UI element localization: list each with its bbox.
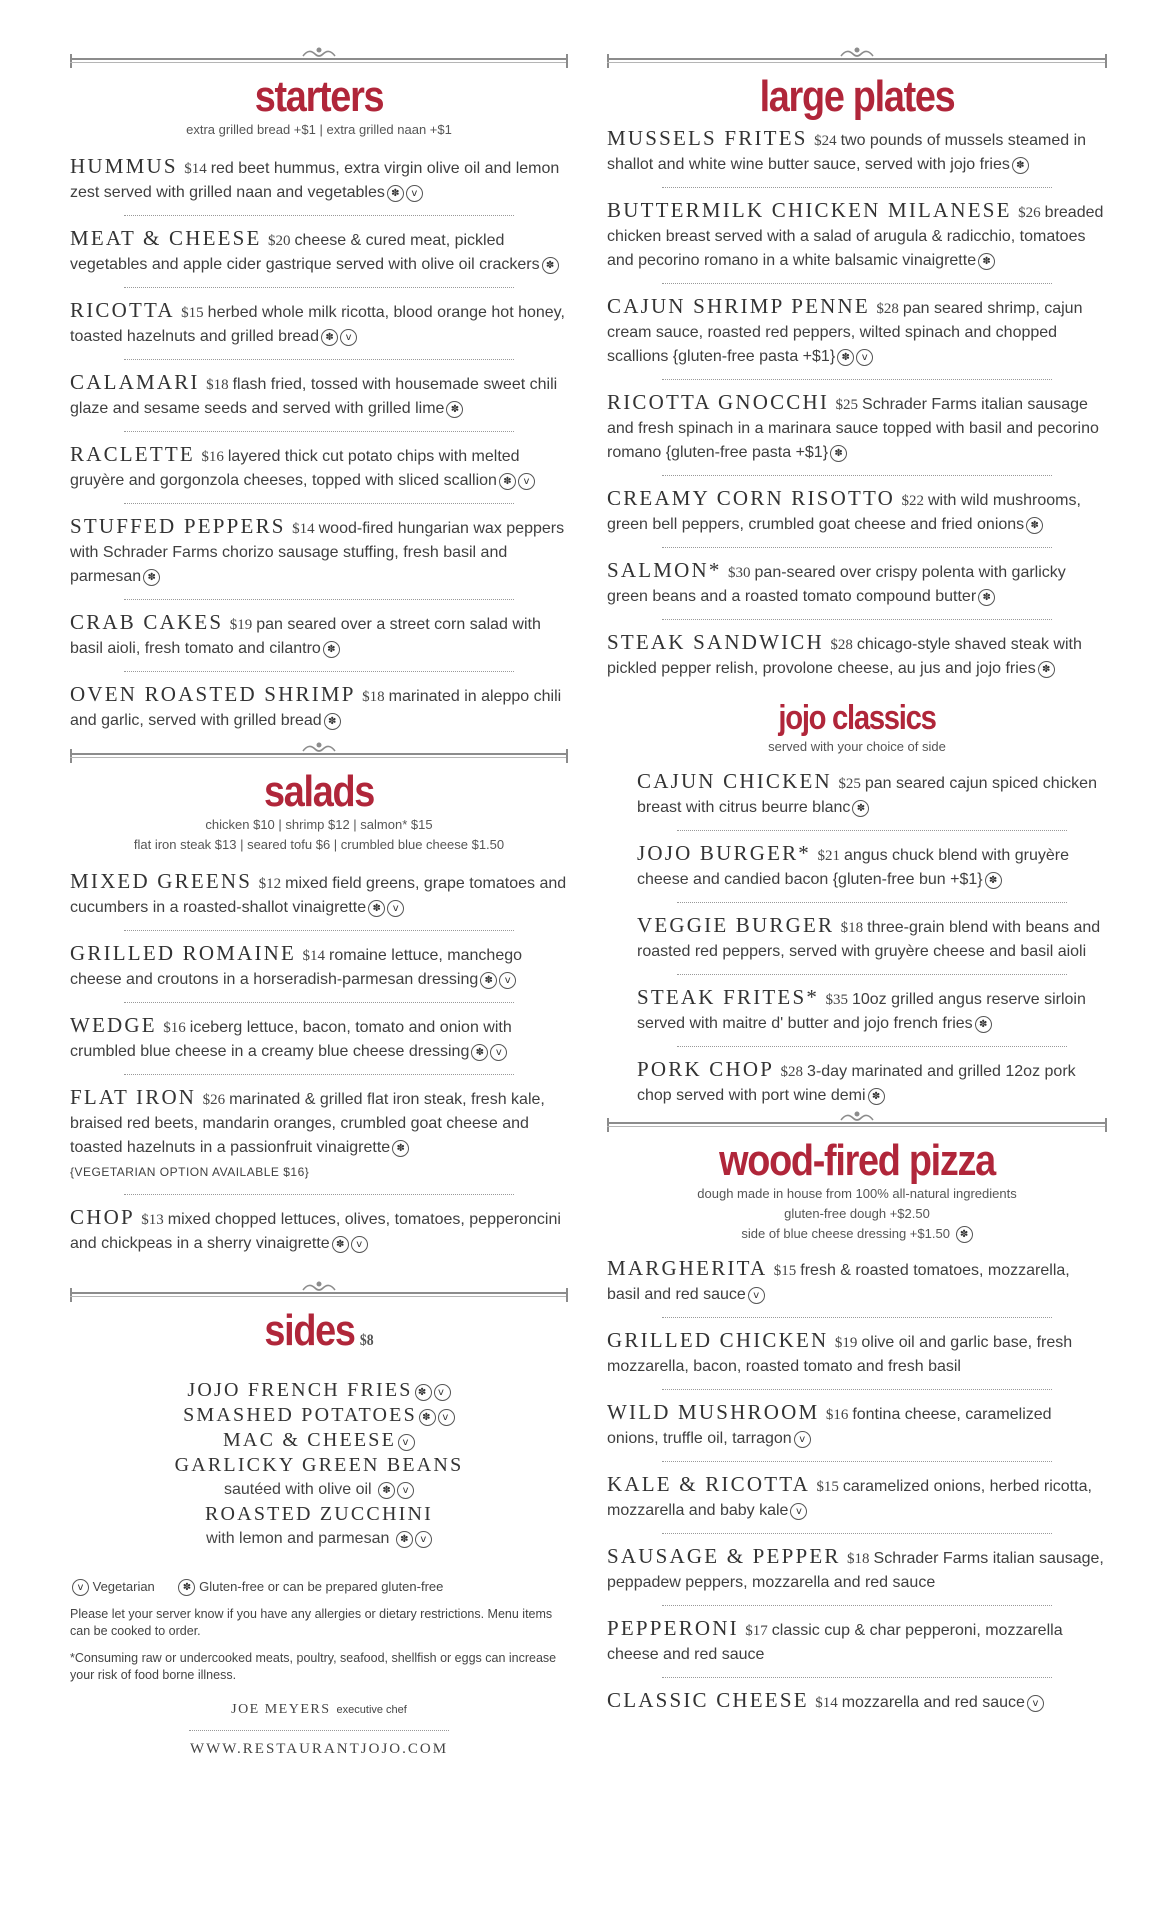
side-name: SMASHED POTATOES: [183, 1404, 417, 1426]
item-name: WILD MUSHROOM: [607, 1400, 820, 1424]
dotted-divider: [662, 283, 1052, 284]
gluten-free-icon: ✽: [956, 1226, 973, 1243]
left-column: [70, 52, 568, 1758]
item-name: RICOTTA: [70, 298, 175, 322]
gluten-free-icon: ✽: [419, 1409, 436, 1426]
dotted-divider: [662, 1317, 1052, 1318]
menu-item: [607, 1544, 1107, 1595]
dotted-divider: [662, 475, 1052, 476]
large-plates-title: large plates: [759, 72, 955, 121]
vegetarian-icon: v: [790, 1503, 807, 1520]
vegetarian-icon: v: [748, 1287, 765, 1304]
item-name: MEAT & CHEESE: [70, 226, 262, 250]
item-name: MIXED GREENS: [70, 869, 253, 893]
gluten-free-icon: ✽: [415, 1384, 432, 1401]
dotted-divider: [662, 547, 1052, 548]
vegetarian-icon: v: [351, 1236, 368, 1253]
vegetarian-icon: v: [518, 473, 535, 490]
item-description: wood-fired hungarian wax peppers with Schrader Farms chorizo sausage stuffing, fresh basil and parmesan: [70, 520, 565, 585]
legend-vegetarian: Vegetarian: [92, 1579, 155, 1594]
pizza-subtitle-3: [607, 1224, 1107, 1244]
side-name: MAC & CHEESE: [222, 1429, 397, 1451]
website-link[interactable]: WWW.RESTAURANTJOJO.COM: [189, 1730, 449, 1758]
pizza-list: [607, 1256, 1107, 1715]
item-price: $22: [901, 493, 924, 509]
legend: [70, 1579, 568, 1596]
dotted-divider: [662, 1533, 1052, 1534]
vegetarian-icon: v: [415, 1531, 432, 1548]
item-description: marinated & grilled flat iron steak, fresh kale, braised red beets, mandarin oranges, crumbled goat cheese and toasted hazelnuts in a passionfruit vinaigrette: [70, 1091, 545, 1156]
section-divider: [607, 1116, 1107, 1132]
item-price: $19: [229, 617, 253, 633]
item-name: RICOTTA GNOCCHI: [607, 390, 830, 414]
gluten-free-icon: ✽: [332, 1236, 349, 1253]
item-description: fresh & roasted tomatoes, mozzarella, basil and red sauce: [607, 1262, 1070, 1303]
vegetarian-icon: v: [856, 349, 873, 366]
gluten-free-icon: ✽: [368, 900, 385, 917]
item-description: olive oil and garlic base, fresh mozzarella, bacon, roasted tomato and fresh basil: [607, 1334, 1073, 1375]
vegetarian-icon: v: [72, 1579, 89, 1596]
item-description: fontina cheese, caramelized onions, truffle oil, tarragon: [607, 1406, 1052, 1447]
side-name: ROASTED ZUCCHINI: [205, 1503, 433, 1525]
menu-item: [70, 514, 568, 589]
item-name: CRAB CAKES: [70, 610, 224, 634]
gluten-free-icon: ✽: [143, 569, 160, 586]
dotted-divider: [677, 830, 1067, 831]
gluten-free-icon: ✽: [975, 1016, 992, 1033]
large-plates-list: [607, 126, 1107, 681]
item-price: $25: [838, 776, 861, 792]
gluten-free-icon: ✽: [387, 185, 404, 202]
gluten-free-icon: ✽: [978, 589, 995, 606]
item-name: STUFFED PEPPERS: [70, 514, 286, 538]
sides-price: $8: [359, 1332, 374, 1349]
ornament-icon: [299, 741, 339, 755]
gluten-free-icon: ✽: [542, 257, 559, 274]
item-note: {VEGETARIAN OPTION AVAILABLE $16}: [70, 1165, 310, 1179]
item-description: breaded chicken breast served with a salad of arugula & radicchio, tomatoes and pecorino romano in a white balsamic vinaigrette: [607, 204, 1104, 269]
menu-item: [70, 298, 568, 349]
item-description: cheese & cured meat, pickled vegetables and apple cider gastrique served with olive oil crackers: [70, 232, 540, 273]
chef-title: executive chef: [336, 1704, 407, 1716]
gluten-free-icon: ✽: [378, 1482, 395, 1499]
gluten-free-icon: ✽: [837, 349, 854, 366]
item-price: $15: [773, 1263, 797, 1279]
item-price: $16: [825, 1407, 849, 1423]
item-description: two pounds of mussels steamed in shallot and white wine butter sauce, served with jojo fries: [607, 132, 1087, 173]
menu-item: [70, 610, 568, 661]
menu-item: [70, 442, 568, 493]
vegetarian-icon: v: [387, 900, 404, 917]
item-price: $14: [292, 521, 315, 537]
item-description: pan-seared over crispy polenta with garlicky green beans and a roasted tomato compound butter: [607, 564, 1066, 605]
jojo-classics-subtitle: served with your choice of side: [768, 739, 946, 754]
menu-item: [607, 390, 1107, 465]
item-name: RACLETTE: [70, 442, 195, 466]
jojo-classics-list: [607, 769, 1107, 1108]
gluten-free-icon: ✽: [1026, 517, 1043, 534]
vegetarian-icon: v: [340, 329, 357, 346]
item-price: $18: [362, 689, 385, 705]
item-description: caramelized onions, herbed ricotta, mozzarella and baby kale: [607, 1478, 1092, 1519]
item-description: 3-day marinated and grilled 12oz pork chop served with port wine demi: [637, 1063, 1076, 1104]
menu-item: [70, 1013, 568, 1064]
item-price: $28: [780, 1064, 804, 1080]
starters-subtitle: extra grilled bread +$1 | extra grilled naan +$1: [186, 122, 452, 137]
menu-item: [607, 1400, 1107, 1451]
section-divider: [70, 747, 568, 763]
item-description: three-grain blend with beans and roasted red peppers, served with gruyère cheese and basil aioli: [637, 919, 1101, 960]
item-name: PEPPERONI: [607, 1616, 739, 1640]
gluten-free-icon: ✽: [1038, 661, 1055, 678]
allergy-note: Please let your server know if you have any allergies or dietary restrictions. Menu items can be cooked to order.: [70, 1607, 553, 1638]
item-price: $26: [1018, 205, 1041, 221]
gluten-free-icon: ✽: [978, 253, 995, 270]
item-name: STEAK SANDWICH: [607, 630, 824, 654]
item-description: Schrader Farms italian sausage, peppadew peppers, mozzarella and red sauce: [607, 1550, 1104, 1591]
dotted-divider: [677, 902, 1067, 903]
salads-subtitle-1: chicken $10 | shrimp $12 | salmon* $15: [205, 817, 433, 832]
item-description: pan seared shrimp, cajun cream sauce, roasted red peppers, wilted spinach and chopped scallions {gluten-free pasta +$1}: [607, 300, 1083, 365]
item-price: $35: [825, 992, 848, 1008]
side-item: [70, 1428, 568, 1453]
menu-item: [607, 486, 1107, 537]
item-description: classic cup & char pepperoni, mozzarella cheese and red sauce: [607, 1622, 1063, 1663]
item-name: MARGHERITA: [607, 1256, 768, 1280]
menu-item: [607, 1328, 1107, 1379]
chef-credit: [70, 1702, 568, 1718]
item-price: $20: [268, 233, 291, 249]
legend-gluten-free: Gluten-free or can be prepared gluten-free: [199, 1579, 444, 1594]
menu-item: [637, 841, 1107, 892]
item-description: mozzarella and red sauce: [841, 1694, 1025, 1711]
pizza-subtitle-3-text: side of blue cheese dressing +$1.50: [741, 1226, 950, 1241]
starters-list: [70, 154, 568, 733]
dotted-divider: [662, 1389, 1052, 1390]
item-description: iceberg lettuce, bacon, tomato and onion with crumbled blue cheese in a creamy blue cheese dressing: [70, 1019, 512, 1060]
item-name: CAJUN CHICKEN: [637, 769, 832, 793]
dotted-divider: [662, 1605, 1052, 1606]
item-price: $21: [817, 848, 840, 864]
item-name: SAUSAGE & PEPPER: [607, 1544, 841, 1568]
side-name: GARLICKY GREEN BEANS: [174, 1454, 464, 1476]
item-price: $30: [728, 565, 751, 581]
ornament-icon: [837, 46, 877, 60]
dotted-divider: [124, 599, 514, 600]
item-name: CALAMARI: [70, 370, 200, 394]
item-name: VEGGIE BURGER: [637, 913, 835, 937]
side-item: [70, 1502, 568, 1527]
vegetarian-icon: v: [398, 1434, 415, 1451]
item-name: BUTTERMILK CHICKEN MILANESE: [607, 198, 1012, 222]
item-description: romaine lettuce, manchego cheese and croutons in a horseradish-parmesan dressing: [70, 947, 523, 988]
menu-item: [70, 226, 568, 277]
item-name: CREAMY CORN RISOTTO: [607, 486, 895, 510]
item-price: $28: [876, 301, 899, 317]
dotted-divider: [124, 215, 514, 216]
item-name: STEAK FRITES*: [637, 985, 820, 1009]
menu-item: [70, 370, 568, 421]
gluten-free-icon: ✽: [852, 800, 869, 817]
item-description: red beet hummus, extra virgin olive oil and lemon zest served with grilled naan and vegetables: [70, 160, 560, 201]
side-item: [70, 1378, 568, 1403]
dotted-divider: [124, 359, 514, 360]
gluten-free-icon: ✽: [868, 1088, 885, 1105]
menu-item: [70, 941, 568, 992]
dotted-divider: [124, 1002, 514, 1003]
dotted-divider: [677, 974, 1067, 975]
item-price: $18: [847, 1551, 870, 1567]
item-description: flash fried, tossed with housemade sweet chili glaze and sesame seeds and served with grilled lime: [70, 376, 558, 417]
gluten-free-icon: ✽: [396, 1531, 413, 1548]
section-divider: [607, 52, 1107, 68]
item-price: $16: [163, 1020, 186, 1036]
item-name: HUMMUS: [70, 154, 178, 178]
side-item: [70, 1403, 568, 1428]
gluten-free-icon: ✽: [392, 1140, 409, 1157]
gluten-free-icon: ✽: [323, 641, 340, 658]
item-name: GRILLED ROMAINE: [70, 941, 297, 965]
vegetarian-icon: v: [490, 1044, 507, 1061]
item-price: $14: [815, 1695, 838, 1711]
menu-item: [637, 913, 1107, 964]
gluten-free-icon: ✽: [1012, 157, 1029, 174]
section-divider: [70, 52, 568, 68]
gluten-free-icon: ✽: [178, 1579, 195, 1596]
item-price: $25: [835, 397, 859, 413]
dotted-divider: [662, 619, 1052, 620]
menu-item: [607, 1688, 1107, 1715]
vegetarian-icon: v: [434, 1384, 451, 1401]
item-description: mixed chopped lettuces, olives, tomatoes, pepperoncini and chickpeas in a sherry vinaigrette: [70, 1211, 561, 1252]
item-description: layered thick cut potato chips with melted gruyère and gorgonzola cheeses, topped with sliced scallion: [70, 448, 520, 489]
item-name: PORK CHOP: [637, 1057, 775, 1081]
jojo-classics-title: jojo classics: [778, 699, 936, 737]
item-price: $14: [302, 948, 326, 964]
ornament-icon: [299, 1280, 339, 1294]
menu-item: [607, 1616, 1107, 1667]
item-name: JOJO BURGER*: [637, 841, 812, 865]
menu-item: [607, 1256, 1107, 1307]
gluten-free-icon: ✽: [985, 872, 1002, 889]
menu-item: [70, 682, 568, 733]
vegetarian-icon: v: [406, 185, 423, 202]
gluten-free-icon: ✽: [499, 473, 516, 490]
dotted-divider: [662, 1677, 1052, 1678]
menu-item: [607, 630, 1107, 681]
menu-item: [607, 1472, 1107, 1523]
dotted-divider: [677, 1046, 1067, 1047]
side-description-line: [70, 1527, 568, 1551]
item-price: $15: [181, 305, 204, 321]
chef-name: JOE MEYERS: [231, 1702, 331, 1717]
side-item: [70, 1453, 568, 1478]
item-description: with wild mushrooms, green bell peppers, crumbled goat cheese and fried onions: [607, 492, 1081, 533]
item-description: mixed field greens, grape tomatoes and cucumbers in a roasted-shallot vinaigrette: [70, 875, 567, 916]
item-description: angus chuck blend with gruyère cheese and candied bacon {gluten-free bun +$1}: [637, 847, 1069, 888]
raw-food-warning: *Consuming raw or undercooked meats, poultry, seafood, shellfish or eggs can increase your risk of food borne illness.: [70, 1651, 557, 1682]
salads-subtitle-2: flat iron steak $13 | seared tofu $6 | crumbled blue cheese $1.50: [133, 837, 505, 852]
item-price: $26: [202, 1092, 226, 1108]
menu-item: [637, 985, 1107, 1036]
side-description: with lemon and parmesan: [206, 1530, 390, 1547]
item-name: KALE & RICOTTA: [607, 1472, 810, 1496]
ornament-icon: [299, 46, 339, 60]
menu-item: [70, 1085, 568, 1184]
dotted-divider: [124, 503, 514, 504]
section-divider: [70, 1286, 568, 1302]
pizza-subtitle-2: gluten-free dough +$2.50: [784, 1206, 930, 1221]
dotted-divider: [124, 287, 514, 288]
side-description: sautéed with olive oil: [223, 1481, 372, 1498]
item-description: marinated in aleppo chili and garlic, served with grilled bread: [70, 688, 562, 729]
item-description: pan seared over a street corn salad with basil aioli, fresh tomato and cilantro: [70, 616, 541, 657]
dotted-divider: [124, 671, 514, 672]
item-price: $24: [814, 133, 837, 149]
gluten-free-icon: ✽: [324, 713, 341, 730]
item-price: $12: [258, 876, 282, 892]
vegetarian-icon: v: [1027, 1695, 1044, 1712]
vegetarian-icon: v: [499, 972, 516, 989]
dotted-divider: [124, 1074, 514, 1075]
item-price: $17: [745, 1623, 768, 1639]
menu-item: [607, 198, 1107, 273]
vegetarian-icon: v: [438, 1409, 455, 1426]
item-name: OVEN ROASTED SHRIMP: [70, 682, 356, 706]
item-description: Schrader Farms italian sausage and fresh spinach in a marinara sauce topped with basil and pecorino romano {gluten-free pasta +$1}: [607, 396, 1099, 461]
starters-title: starters: [254, 72, 384, 121]
dotted-divider: [662, 1461, 1052, 1462]
item-description: pan seared cajun spiced chicken breast with citrus beurre blanc: [637, 775, 1097, 816]
vegetarian-icon: v: [397, 1482, 414, 1499]
item-price: $19: [834, 1335, 858, 1351]
menu-item: [637, 769, 1107, 820]
menu-item: [70, 869, 568, 920]
dotted-divider: [124, 431, 514, 432]
side-description-line: [70, 1478, 568, 1502]
menu-item: [70, 154, 568, 205]
menu-item: [70, 1205, 568, 1256]
item-name: CLASSIC CHEESE: [607, 1688, 809, 1712]
item-price: $16: [201, 449, 224, 465]
pizza-title: wood-fired pizza: [719, 1136, 995, 1185]
dotted-divider: [662, 379, 1052, 380]
dotted-divider: [124, 1194, 514, 1195]
item-description: chicago-style shaved steak with pickled pepper relish, provolone cheese, au jus and jojo fries: [607, 636, 1082, 677]
gluten-free-icon: ✽: [321, 329, 338, 346]
item-description: herbed whole milk ricotta, blood orange hot honey, toasted hazelnuts and grilled bread: [70, 304, 565, 345]
item-price: $14: [184, 161, 207, 177]
ornament-icon: [837, 1110, 877, 1124]
menu-item: [607, 294, 1107, 369]
gluten-free-icon: ✽: [471, 1044, 488, 1061]
sides-title: [105, 1308, 533, 1364]
salads-title: salads: [263, 767, 375, 816]
right-column: [607, 52, 1107, 1715]
gluten-free-icon: ✽: [480, 972, 497, 989]
item-name: MUSSELS FRITES: [607, 126, 808, 150]
item-price: $13: [141, 1212, 164, 1228]
gluten-free-icon: ✽: [830, 445, 847, 462]
item-price: $15: [816, 1479, 839, 1495]
menu-item: [637, 1057, 1107, 1108]
menu-item: [607, 558, 1107, 609]
pizza-subtitle-1: dough made in house from 100% all-natural ingredients: [697, 1186, 1017, 1201]
gluten-free-icon: ✽: [446, 401, 463, 418]
vegetarian-icon: v: [794, 1431, 811, 1448]
item-name: WEDGE: [70, 1013, 157, 1037]
item-name: FLAT IRON: [70, 1085, 197, 1109]
item-price: $18: [206, 377, 229, 393]
sides-list: [70, 1378, 568, 1551]
dotted-divider: [662, 187, 1052, 188]
dotted-divider: [124, 930, 514, 931]
side-name: JOJO FRENCH FRIES: [187, 1379, 413, 1401]
item-price: $18: [840, 920, 864, 936]
sides-title-text: sides: [264, 1306, 355, 1355]
item-description: 10oz grilled angus reserve sirloin served with maitre d' butter and jojo french fries: [637, 991, 1086, 1032]
menu-item: [607, 126, 1107, 177]
item-name: SALMON*: [607, 558, 722, 582]
item-name: GRILLED CHICKEN: [607, 1328, 829, 1352]
item-price: $28: [830, 637, 853, 653]
item-name: CHOP: [70, 1205, 135, 1229]
item-name: CAJUN SHRIMP PENNE: [607, 294, 870, 318]
salads-list: [70, 869, 568, 1256]
